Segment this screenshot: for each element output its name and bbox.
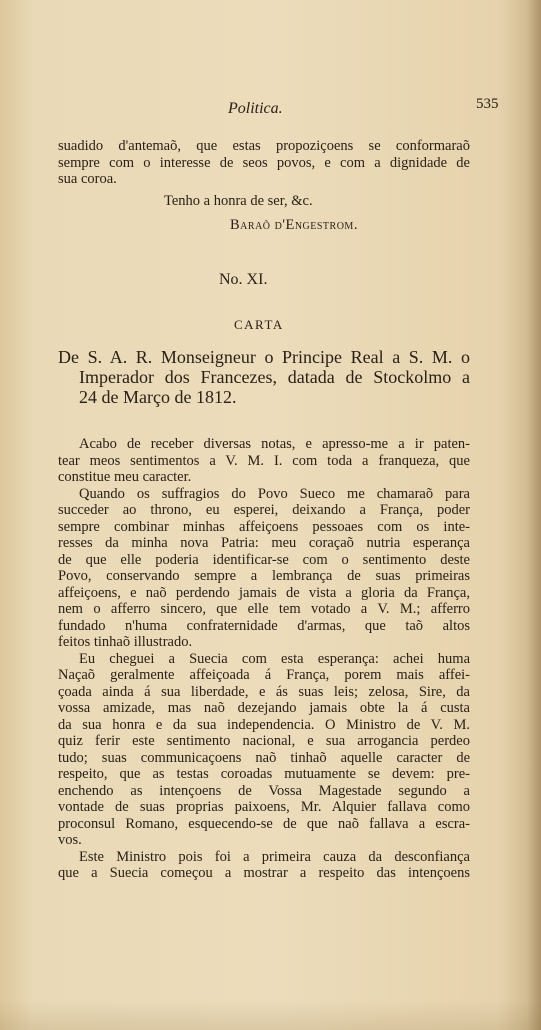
signature: Baraõ d'Engestrom.: [230, 217, 358, 233]
page-bottom-shade: [0, 1000, 541, 1030]
heading-line: 24 de Março de 1812.: [79, 387, 237, 407]
closing-salutation: Tenho a honra de ser, &c.: [164, 193, 313, 209]
text-line: vos.: [58, 832, 82, 848]
text-line: Quando os suffragios do Povo Sueco me chamaraõ para: [79, 485, 470, 502]
text-line: sua coroa.: [58, 171, 117, 187]
text-line: vossa amizade, mas naõ dezejando jamais obte la á custa: [58, 700, 470, 716]
document-heading: [58, 347, 470, 407]
text-line: vontade de suas proprias paixoens, Mr. Alquier fallava como: [58, 799, 470, 815]
text-line: da sua honra e da sua independencia. O Ministro de V. M.: [58, 716, 470, 733]
text-line: Eu cheguei a Suecia com esta esperança: achei huma: [79, 650, 470, 667]
text-line: sempre combinar minhas affeiçoens pessoaes com os inte-: [58, 518, 470, 535]
text-line: succeder ao throno, eu esperei, deixando a França, poder: [58, 502, 470, 518]
text-line: de que elle poderia identificar-se com o sentimento deste: [58, 551, 470, 568]
text-line: respeito, que as testas coroadas mutuamente se devem: pre-: [58, 766, 470, 782]
text-line: Acabo de receber diversas notas, e apresso-me a ir paten-: [79, 436, 470, 452]
heading-line: De S. A. R. Monseigneur o Principe Real a S. M. o: [58, 347, 470, 367]
text-line: çoada ainda á sua liberdade, e ás suas leis; zelosa, Sire, da: [58, 683, 470, 700]
text-line: enchendo as intençoens de Vossa Magestade segundo a: [58, 782, 470, 799]
text-line: Naçaõ geralmente affeiçoada á França, porem mais affei-: [58, 667, 470, 683]
text-line: tudo; suas communicaçoens naõ tinhaõ aquelle caracter de: [58, 749, 470, 766]
document-number: No. XI.: [219, 271, 268, 288]
opening-paragraph: [58, 138, 470, 188]
text-line: constitue meu caracter.: [58, 469, 192, 485]
text-line: feitos tinhaõ illustrado.: [58, 634, 193, 650]
text-line: proconsul Romano, esquecendo-se de que naõ fallava a escra-: [58, 815, 470, 832]
text-line: resses da minha nova Patria: meu coraçaõ nutria esperança: [58, 535, 470, 551]
text-line: que a Suecia começou a mostrar a respeito das intençoens: [58, 865, 470, 881]
text-line: quiz ferir este sentimento nacional, e sua arrogancia perdeo: [58, 733, 470, 749]
letter-body: [58, 436, 470, 882]
text-line: Povo, conservando sempre a lembrança de suas primeiras: [58, 568, 470, 584]
document-type: CARTA: [234, 317, 284, 332]
page-number: 535: [476, 96, 499, 112]
text-line: affeiçoens, e naõ perdendo jamais de vista a gloria da França,: [58, 584, 470, 601]
text-line: Este Ministro pois foi a primeira cauza da desconfiança: [79, 848, 470, 865]
text-line: sempre com o interesse de seos povos, e com a dignidade de: [58, 154, 470, 171]
text-line: fundado n'huma confraternidade d'armas, que taõ altos: [58, 617, 470, 634]
running-head: [0, 96, 541, 122]
text-line: tear meos sentimentos a V. M. I. com toda a franqueza, que: [58, 452, 470, 469]
page-edge-shadow: [527, 0, 541, 1030]
running-title: Politica.: [228, 100, 283, 117]
text-line: suadido d'antemaõ, que estas propoziçoens se conformaraõ: [58, 138, 470, 154]
text-line: nem o afferro sincero, que elle tem votado a V. M.; afferro: [58, 601, 470, 617]
heading-line: Imperador dos Francezes, datada de Stockolmo a: [79, 367, 470, 387]
